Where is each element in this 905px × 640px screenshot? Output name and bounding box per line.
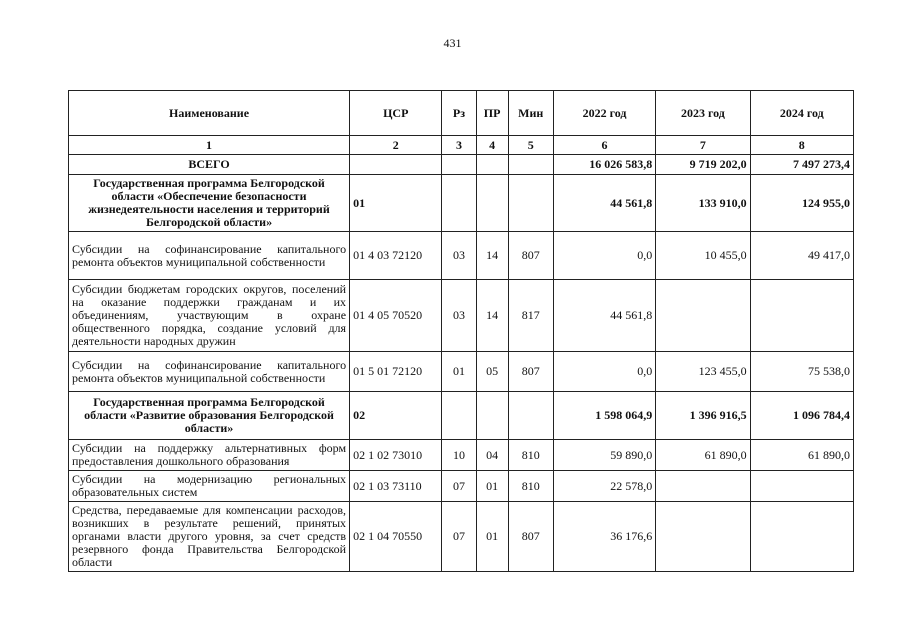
- row-min: [508, 392, 553, 440]
- row-2024: [750, 280, 853, 352]
- row-pr: 04: [476, 440, 508, 471]
- column-number-row: [69, 136, 854, 155]
- program-row: [69, 392, 854, 440]
- total-2024: 7 497 273,4: [750, 155, 853, 175]
- column-number: 3: [442, 136, 476, 155]
- row-2024: 49 417,0: [750, 232, 853, 280]
- header-2024: 2024 год: [750, 91, 853, 136]
- program-row: [69, 175, 854, 232]
- total-2023: 9 719 202,0: [656, 155, 750, 175]
- row-2024: 75 538,0: [750, 352, 853, 392]
- row-min: 810: [508, 440, 553, 471]
- row-csr: 01 4 03 72120: [350, 232, 442, 280]
- row-2022: 44 561,8: [553, 175, 655, 232]
- row-pr: 14: [476, 280, 508, 352]
- row-2023: [656, 471, 750, 502]
- header-name: Наименование: [69, 91, 350, 136]
- table-row: [69, 440, 854, 471]
- row-name: Субсидии бюджетам городских округов, поселений на оказание поддержки гражданам и их объединениям, участвующим в охране общественного порядка, создание условий для деятельности народных дружин: [69, 280, 350, 352]
- total-label: ВСЕГО: [69, 155, 350, 175]
- row-csr: 02 1 02 73010: [350, 440, 442, 471]
- column-number: 1: [69, 136, 350, 155]
- row-2022: 22 578,0: [553, 471, 655, 502]
- row-2022: 44 561,8: [553, 280, 655, 352]
- row-rz: 07: [442, 502, 476, 572]
- header-pr: ПР: [476, 91, 508, 136]
- row-name: Субсидии на софинансирование капитального ремонта объектов муниципальной собственности: [69, 352, 350, 392]
- row-2023: 10 455,0: [656, 232, 750, 280]
- row-2022: 1 598 064,9: [553, 392, 655, 440]
- row-name: Государственная программа Белгородской области «Развитие образования Белгородской области»: [69, 392, 350, 440]
- column-number: 8: [750, 136, 853, 155]
- header-rz: Рз: [442, 91, 476, 136]
- row-2024: 61 890,0: [750, 440, 853, 471]
- column-number: 7: [656, 136, 750, 155]
- row-2024: [750, 471, 853, 502]
- empty-cell: [442, 155, 476, 175]
- column-number: 2: [350, 136, 442, 155]
- page-number: 431: [443, 36, 462, 50]
- row-name: Субсидии на софинансирование капитального ремонта объектов муниципальной собственности: [69, 232, 350, 280]
- row-2023: 1 396 916,5: [656, 392, 750, 440]
- header-min: Мин: [508, 91, 553, 136]
- empty-cell: [350, 155, 442, 175]
- row-2022: 36 176,6: [553, 502, 655, 572]
- table-row: [69, 502, 854, 572]
- row-csr: 02 1 04 70550: [350, 502, 442, 572]
- table-row: [69, 471, 854, 502]
- row-2024: 124 955,0: [750, 175, 853, 232]
- row-pr: [476, 392, 508, 440]
- row-2023: 123 455,0: [656, 352, 750, 392]
- row-csr: 01 4 05 70520: [350, 280, 442, 352]
- row-2022: 0,0: [553, 232, 655, 280]
- row-rz: [442, 175, 476, 232]
- row-rz: 03: [442, 280, 476, 352]
- header-2023: 2023 год: [656, 91, 750, 136]
- header-csr: ЦСР: [350, 91, 442, 136]
- row-2023: 133 910,0: [656, 175, 750, 232]
- row-min: 810: [508, 471, 553, 502]
- row-2022: 59 890,0: [553, 440, 655, 471]
- row-min: 807: [508, 352, 553, 392]
- row-pr: [476, 175, 508, 232]
- row-min: [508, 175, 553, 232]
- total-row: [69, 155, 854, 175]
- row-name: Субсидии на поддержку альтернативных форм предоставления дошкольного образования: [69, 440, 350, 471]
- row-2024: [750, 502, 853, 572]
- column-number: 6: [553, 136, 655, 155]
- row-pr: 01: [476, 502, 508, 572]
- row-name: Средства, передаваемые для компенсации расходов, возникших в результате решений, принятых органами власти другого уровня, за счет средств резервного фонда Правительства Белгородской области: [69, 502, 350, 572]
- row-2023: 61 890,0: [656, 440, 750, 471]
- row-2023: [656, 502, 750, 572]
- total-2022: 16 026 583,8: [553, 155, 655, 175]
- row-2022: 0,0: [553, 352, 655, 392]
- column-number: 4: [476, 136, 508, 155]
- row-pr: 01: [476, 471, 508, 502]
- table-row: [69, 352, 854, 392]
- budget-table: [68, 90, 854, 572]
- row-2024: 1 096 784,4: [750, 392, 853, 440]
- row-min: 807: [508, 232, 553, 280]
- column-number: 5: [508, 136, 553, 155]
- row-csr: 01: [350, 175, 442, 232]
- row-min: 807: [508, 502, 553, 572]
- table-row: [69, 280, 854, 352]
- row-csr: 01 5 01 72120: [350, 352, 442, 392]
- row-csr: 02: [350, 392, 442, 440]
- table-row: [69, 232, 854, 280]
- row-rz: 10: [442, 440, 476, 471]
- row-rz: 01: [442, 352, 476, 392]
- header-2022: 2022 год: [553, 91, 655, 136]
- empty-cell: [476, 155, 508, 175]
- row-rz: [442, 392, 476, 440]
- row-pr: 05: [476, 352, 508, 392]
- table-header-row: [69, 91, 854, 136]
- row-rz: 03: [442, 232, 476, 280]
- row-2023: [656, 280, 750, 352]
- row-rz: 07: [442, 471, 476, 502]
- row-pr: 14: [476, 232, 508, 280]
- row-csr: 02 1 03 73110: [350, 471, 442, 502]
- row-min: 817: [508, 280, 553, 352]
- row-name: Субсидии на модернизацию региональных образовательных систем: [69, 471, 350, 502]
- empty-cell: [508, 155, 553, 175]
- row-name: Государственная программа Белгородской области «Обеспечение безопасности жизнедеятельности населения и территорий Белгородской области»: [69, 175, 350, 232]
